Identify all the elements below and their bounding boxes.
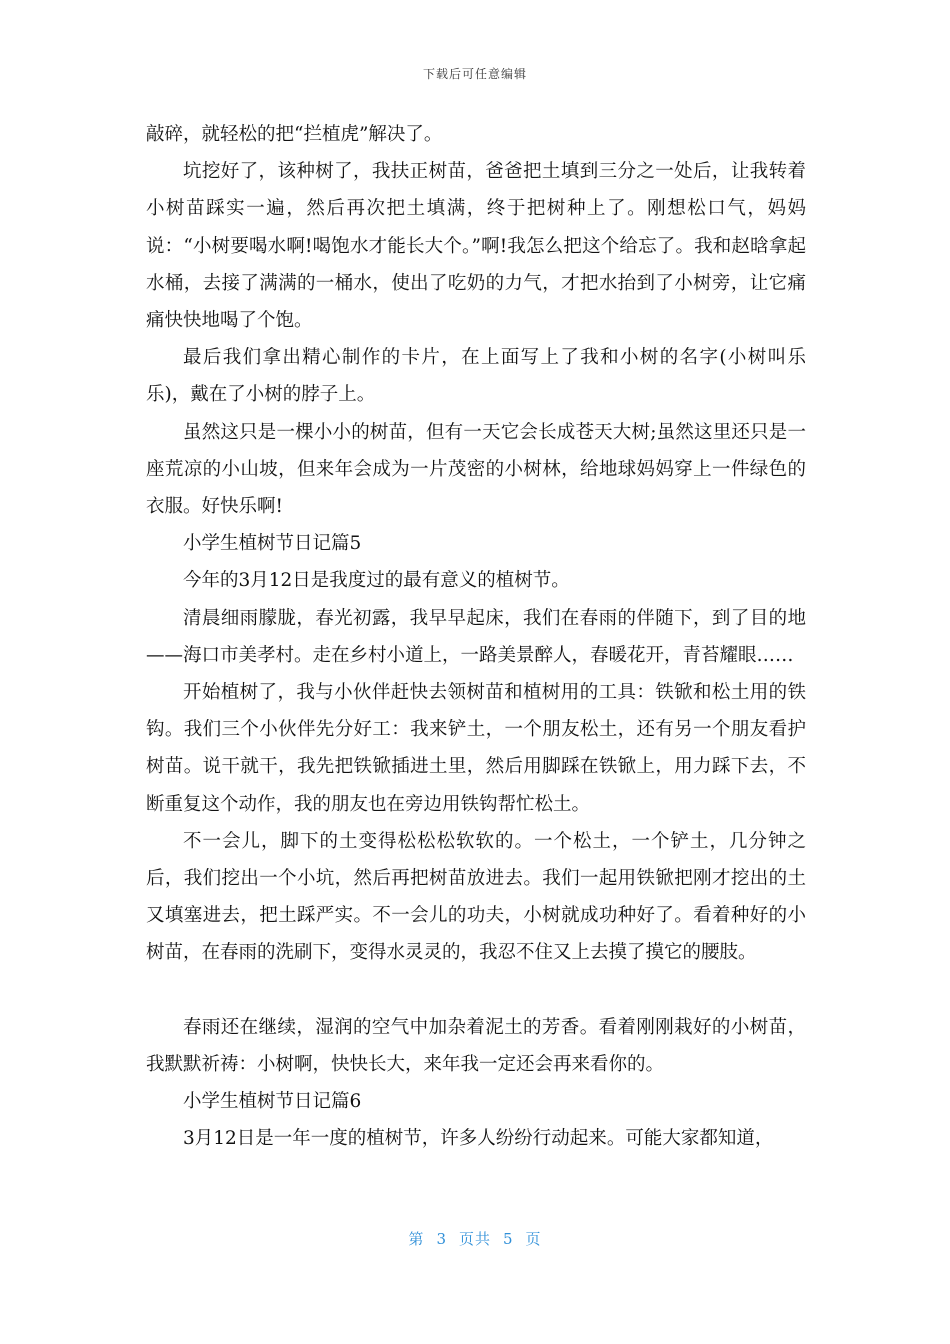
current-page-number: 3 [436, 1230, 447, 1248]
paragraph: 3月12日是一年一度的植树节，许多人纷纷行动起来。可能大家都知道， [183, 1128, 774, 1150]
section-heading: 小学生植树节日记篇6 [183, 1091, 362, 1113]
page-label-mid: 页共 [458, 1230, 491, 1248]
paragraph: 坑挖好了，该种树了，我扶正树苗，爸爸把土填到三分之一处后，让我转着小树苗踩实一遍，然后再次把土填满，终于把树种上了。刚想松口气，妈妈说：“小树要喝水啊!喝饱水才能长大个。”啊!我怎么把这个给忘了。我和赵晗拿起水桶，去接了满满的一桶水，使出了吃奶的力气，才把水抬到了小树旁，让它痛痛快快地喝了个饱。 [146, 161, 806, 332]
document-body [146, 116, 806, 1157]
section-heading: 小学生植树节日记篇5 [183, 533, 362, 555]
page-label-suffix: 页 [525, 1230, 542, 1248]
paragraph: 最后我们拿出精心制作的卡片，在上面写上了我和小树的名字(小树叫乐乐)，戴在了小树的脖子上。 [146, 347, 806, 406]
page-footer [0, 1229, 950, 1249]
paragraph: 不一会儿，脚下的土变得松松松软软的。一个松土，一个铲土，几分钟之后，我们挖出一个小坑，然后再把树苗放进去。我们一起用铁锨把刚才挖出的土又填塞进去，把土踩严实。不一会儿的功夫，小树就成功种好了。看着种好的小树苗，在春雨的洗刷下，变得水灵灵的，我忍不住又上去摸了摸它的腰肢。 [146, 830, 806, 964]
paragraph-continuation: 敲碎，就轻松的把“拦植虎”解决了。 [146, 124, 443, 145]
page-header: 下载后可任意编辑 [422, 67, 527, 81]
paragraph: 虽然这只是一棵小小的树苗，但有一天它会长成苍天大树;虽然这里还只是一座荒凉的小山坡，但来年会成为一片茂密的小树林，给地球妈妈穿上一件绿色的衣服。好快乐啊! [146, 421, 806, 518]
page-label-prefix: 第 [408, 1230, 425, 1248]
paragraph: 清晨细雨朦胧，春光初露，我早早起床，我们在春雨的伴随下，到了目的地——海口市美孝村。走在乡村小道上，一路美景醉人，春暖花开，青苔耀眼…… [146, 607, 806, 666]
paragraph: 今年的3月12日是我度过的最有意义的植树节。 [183, 570, 570, 592]
paragraph: 春雨还在继续，湿润的空气中加杂着泥土的芳香。看着刚刚栽好的小树苗，我默默祈祷：小树啊，快快长大，来年我一定还会再来看你的。 [146, 1016, 806, 1075]
paragraph: 开始植树了，我与小伙伴赶快去领树苗和植树用的工具：铁锨和松土用的铁钩。我们三个小伙伴先分好工：我来铲土，一个朋友松土，还有另一个朋友看护树苗。说干就干，我先把铁锨插进土里，然后用脚踩在铁锨上，用力踩下去，不断重复这个动作，我的朋友也在旁边用铁钩帮忙松土。 [146, 682, 806, 815]
total-pages-number: 5 [503, 1230, 514, 1248]
